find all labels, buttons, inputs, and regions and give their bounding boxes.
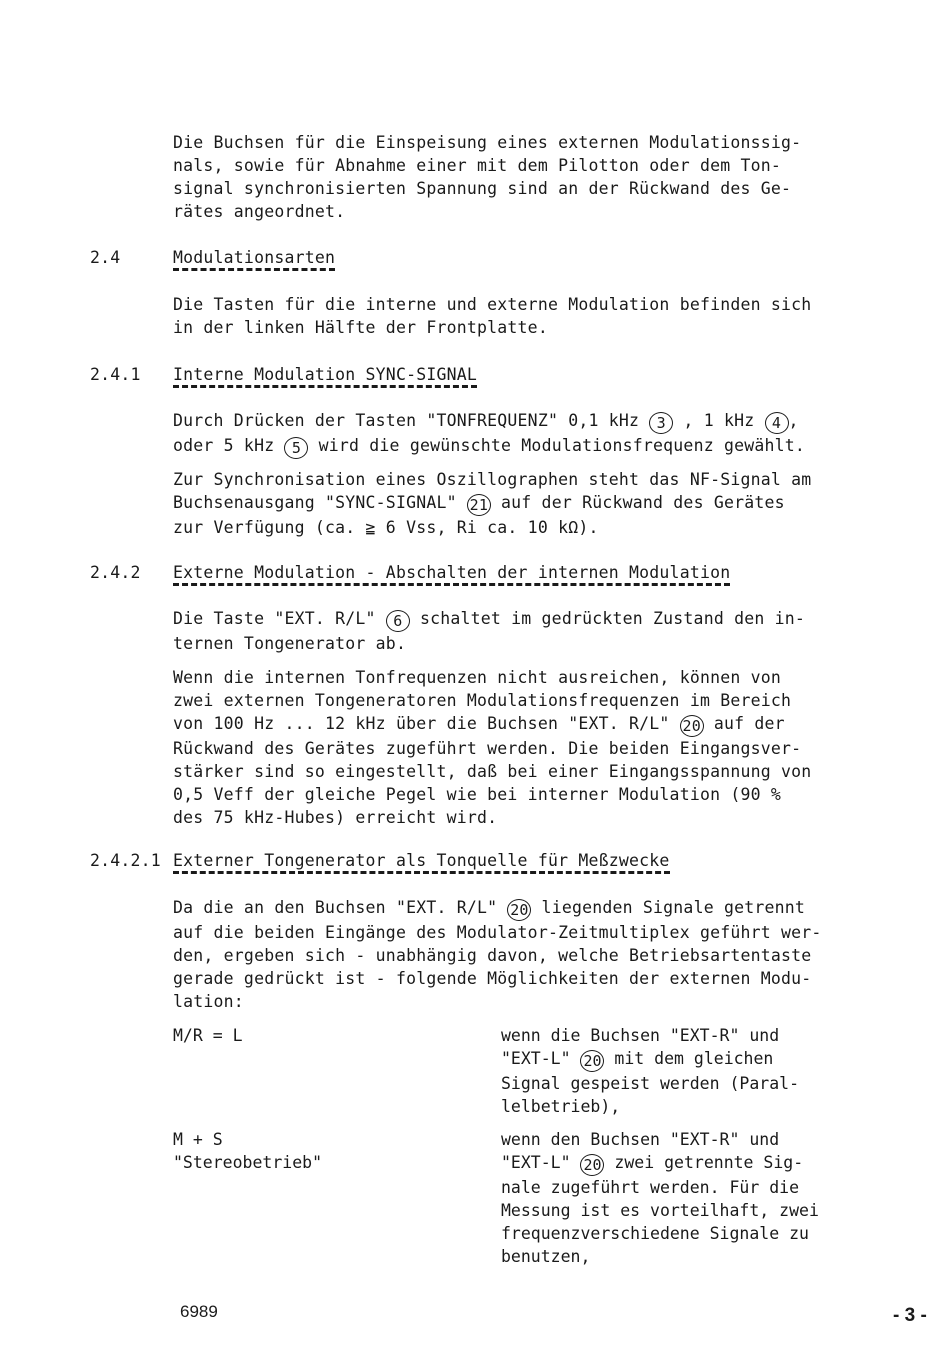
section-paragraph: [173, 666, 853, 829]
text-line: gerade gedrückt ist - folgende Möglichkeiten der externen Modu-: [173, 969, 812, 988]
text-run: wird die gewünschte Modulationsfrequenz gewählt.: [308, 436, 806, 455]
text-line: Wenn die internen Tonfrequenzen nicht ausreichen, können von: [173, 668, 782, 687]
circled-ref: 3: [649, 412, 673, 434]
mode-label: M/R = L: [173, 1026, 243, 1045]
text-line: signal synchronisierten Spannung sind an der Rückwand des Ge-: [173, 179, 792, 198]
text-line: [173, 712, 853, 737]
text-line: [173, 434, 853, 459]
text-line: "Stereobetrieb": [173, 1153, 323, 1172]
text-run: oder 5 kHz: [173, 436, 285, 455]
text-run: auf der: [703, 714, 785, 733]
section-heading: [173, 246, 335, 271]
section-title: Externer Tongenerator als Tonquelle für Meßzwecke: [173, 851, 670, 870]
section-paragraph: [173, 896, 853, 1013]
text-line: nals, sowie für Abnahme einer mit dem Pilotton oder dem Ton-: [173, 156, 782, 175]
heading-underline: [173, 385, 477, 388]
text-run: von 100 Hz ... 12 kHz über die Buchsen "EXT. R/L": [173, 714, 680, 733]
text-line: [501, 1047, 851, 1072]
text-line: [501, 1151, 851, 1176]
text-line: 0,5 Veff der gleiche Pegel wie bei interner Modulation (90 %: [173, 785, 782, 804]
circled-ref: 4: [765, 412, 789, 434]
text-run: ,: [788, 411, 799, 430]
section-number: 2.4.2.1: [90, 851, 161, 870]
text-line: lation:: [173, 992, 244, 1011]
section-paragraph: [173, 293, 853, 339]
text-line: [173, 607, 853, 632]
text-line: rätes angeordnet.: [173, 202, 346, 221]
intro-paragraph: [173, 131, 853, 223]
text-line: wenn die Buchsen "EXT-R" und: [501, 1026, 780, 1045]
section-title: Externe Modulation - Abschalten der internen Modulation: [173, 563, 731, 582]
text-run: schaltet im gedrückten Zustand den in-: [409, 609, 806, 628]
mode-label: [173, 1128, 322, 1174]
text-run: auf der Rückwand des Gerätes: [490, 493, 785, 512]
text-line: ternen Tongenerator ab.: [173, 634, 407, 653]
text-line: Messung ist es vorteilhaft, zwei: [501, 1201, 819, 1220]
section-number: 2.4: [90, 248, 121, 267]
text-line: des 75 kHz-Hubes) erreicht wird.: [173, 808, 498, 827]
text-line: auf die beiden Eingänge des Modulator-Zeitmultiplex geführt wer-: [173, 923, 822, 942]
text-line: benutzen,: [501, 1247, 591, 1266]
text-line: Die Buchsen für die Einspeisung eines externen Modulationssig-: [173, 133, 802, 152]
text-line: [173, 491, 853, 516]
circled-ref: 6: [386, 610, 410, 632]
text-line: zur Verfügung (ca. ≧ 6 Vss, Ri ca. 10 kΩ).: [173, 518, 599, 537]
section-number: 2.4.2: [90, 563, 141, 582]
mode-description: [501, 1128, 851, 1268]
text-run: liegenden Signale getrennt: [531, 898, 806, 917]
text-run: Durch Drücken der Tasten "TONFREQUENZ" 0,1 kHz: [173, 411, 650, 430]
text-line: den, ergeben sich - unabhängig davon, welche Betriebsartentaste: [173, 946, 812, 965]
circled-ref: 20: [580, 1154, 604, 1176]
text-run: Da die an den Buchsen "EXT. R/L": [173, 898, 508, 917]
section-heading: [173, 849, 670, 874]
text-run: , 1 kHz: [673, 411, 765, 430]
text-line: M + S: [173, 1130, 223, 1149]
section-title: Interne Modulation SYNC-SIGNAL: [173, 365, 478, 384]
section-paragraph: [173, 607, 853, 655]
text-line: wenn den Buchsen "EXT-R" und: [501, 1130, 780, 1149]
text-run: zwei getrennte Sig-: [604, 1153, 804, 1172]
heading-underline: [173, 583, 730, 586]
circled-ref: 20: [680, 715, 704, 737]
text-line: nale zugeführt werden. Für die: [501, 1178, 800, 1197]
text-line: Die Tasten für die interne und externe Modulation befinden sich: [173, 295, 812, 314]
section-heading: [173, 363, 477, 388]
section-title: Modulationsarten: [173, 248, 336, 267]
heading-underline: [173, 268, 335, 271]
section-paragraph: [173, 409, 853, 459]
document-number: 6989: [180, 1302, 218, 1321]
heading-underline: [173, 871, 670, 874]
text-run: Die Taste "EXT. R/L": [173, 609, 386, 628]
text-run: mit dem gleichen: [604, 1049, 774, 1068]
text-line: lelbetrieb),: [501, 1097, 621, 1116]
circled-ref: 5: [284, 437, 308, 459]
circled-ref: 20: [580, 1050, 604, 1072]
section-paragraph: [173, 468, 853, 539]
text-line: Signal gespeist werden (Paral-: [501, 1074, 800, 1093]
section-heading: [173, 561, 730, 586]
circled-ref: 20: [507, 899, 531, 921]
text-run: "EXT-L": [501, 1153, 581, 1172]
text-line: Zur Synchronisation eines Oszillographen steht das NF-Signal am: [173, 470, 812, 489]
text-line: in der linken Hälfte der Frontplatte.: [173, 318, 548, 337]
circled-ref: 21: [467, 494, 491, 516]
page-number: - 3 -: [893, 1305, 927, 1326]
text-line: zwei externen Tongeneratoren Modulationsfrequenzen im Bereich: [173, 691, 792, 710]
section-number: 2.4.1: [90, 365, 141, 384]
text-line: [173, 896, 853, 921]
text-run: "EXT-L": [501, 1049, 581, 1068]
text-run: Buchsenausgang "SYNC-SIGNAL": [173, 493, 467, 512]
text-line: stärker sind so eingestellt, daß bei einer Eingangsspannung von: [173, 762, 812, 781]
text-line: [173, 409, 853, 434]
mode-description: [501, 1024, 851, 1118]
text-line: Rückwand des Gerätes zugeführt werden. Die beiden Eingangsver-: [173, 739, 802, 758]
text-line: frequenzverschiedene Signale zu: [501, 1224, 809, 1243]
